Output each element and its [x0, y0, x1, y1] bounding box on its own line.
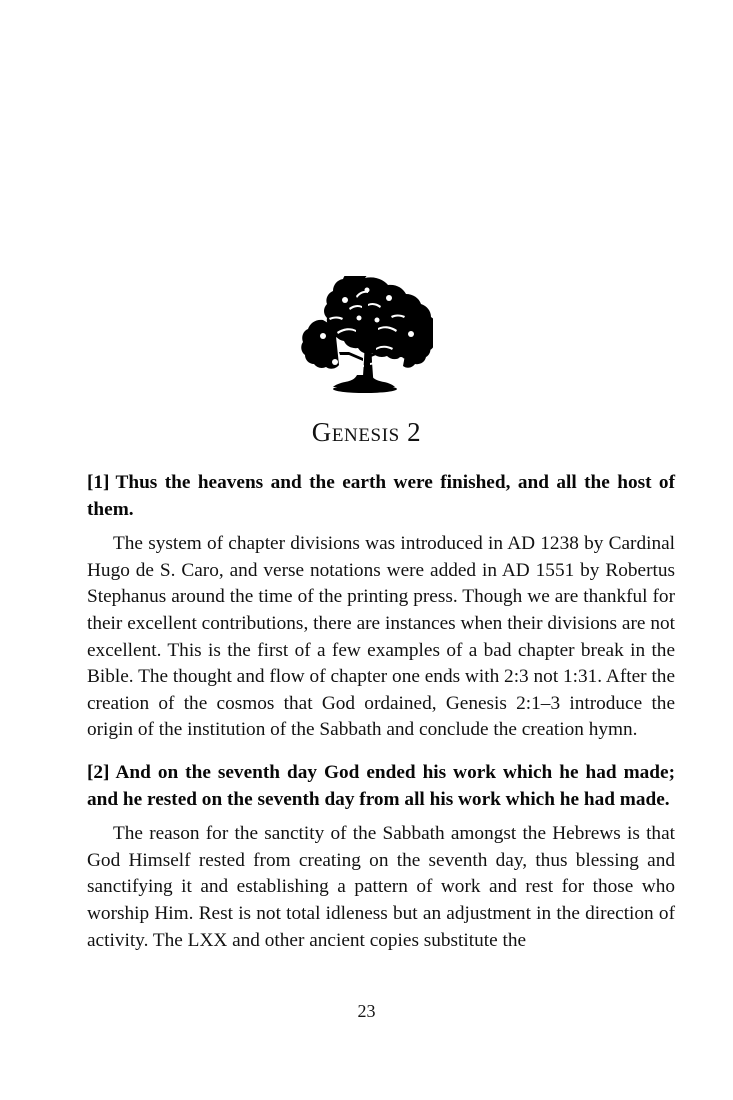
text-column — [87, 470, 675, 954]
verse-text: Thus the heavens and the earth were finished, and all the host of them. — [87, 472, 675, 520]
verse-number: [2] — [87, 761, 110, 783]
page-number: 23 — [357, 1001, 376, 1021]
commentary-paragraph-2: The reason for the sanctity of the Sabbath amongst the Hebrews is that God Himself rested from creating on the seventh day, thus blessing and sanctifying it and establishing a pattern of work and rest for those who worship Him. Rest is not total idleness but an adjustment in the direction of activity. The LXX and other ancient copies substitute the — [87, 823, 675, 951]
verse-block-1 — [87, 470, 675, 523]
verse-number: [1] — [87, 472, 110, 493]
verse-text: And on the seventh day God ended his work which he had made; and he rested on the seventh day from all his work which he had made. — [87, 761, 675, 810]
page-title: Genesis 2 — [311, 417, 422, 447]
oak-tree-icon — [0, 272, 733, 402]
commentary-paragraph-1: The system of chapter divisions was introduced in AD 1238 by Cardinal Hugo de S. Caro, and verse notations were added in AD 1551 by Robertus Stephanus around the time of the printing press. Though we are thankful for their excellent contributions, there are instances when their divisions are not excellent. This is the first of a few examples of a bad chapter break in the Bible. The thought and flow of chapter one ends with 2:3 not 1:31. After the creation of the cosmos that God ordained, Genesis 2:1–3 introduce the origin of the institution of the Sabbath and conclude the creation hymn. — [87, 533, 675, 741]
verse-block-2 — [87, 760, 675, 813]
